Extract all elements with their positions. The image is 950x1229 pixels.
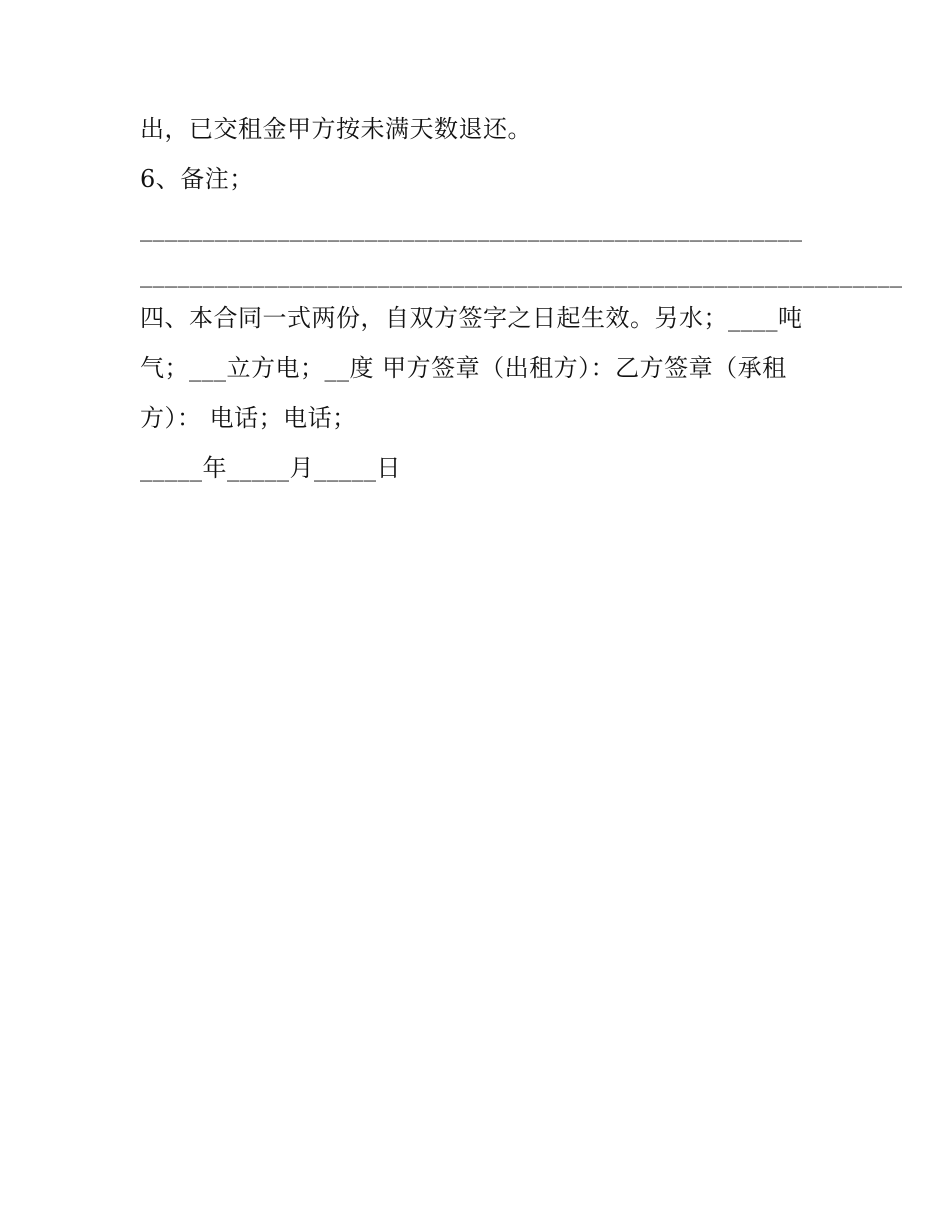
remarks-blank-line-2: _____________________________________________________________	[140, 260, 903, 288]
text-line-signatures: 气；___立方电；__度 甲方签章（出租方）：乙方签章（承租	[140, 354, 787, 382]
remarks-blank-line-1: _____________________________________________________	[140, 214, 803, 242]
text-line-refund: 出，已交租金甲方按未满天数退还。	[140, 115, 532, 143]
text-line-contract-clause: 四、本合同一式两份，自双方签字之日起生效。另水；____吨	[140, 304, 803, 332]
text-line-remarks-heading: 6、备注；	[140, 165, 254, 193]
text-line-date: _____年_____月_____日	[140, 454, 401, 482]
text-line-phones: 方）： 电话；电话；	[140, 404, 357, 432]
